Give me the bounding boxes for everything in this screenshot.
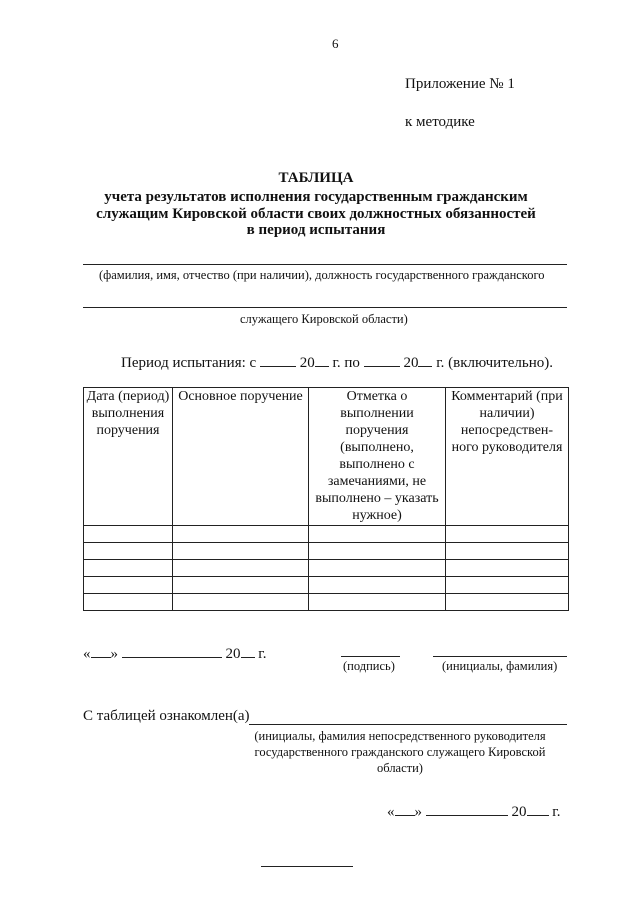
signature-caption: (подпись) bbox=[343, 659, 395, 673]
table-cell[interactable] bbox=[309, 526, 446, 543]
title-line-3: в период испытания bbox=[246, 222, 386, 238]
period-mid: г. по bbox=[332, 355, 360, 371]
final-month-blank[interactable] bbox=[426, 801, 508, 816]
final-open-quote: « bbox=[387, 804, 395, 820]
table-row bbox=[84, 526, 569, 543]
table-row bbox=[84, 594, 569, 611]
period-year-1: 20 bbox=[299, 355, 315, 371]
document-title: ТАБЛИЦА bbox=[278, 170, 354, 186]
table-cell[interactable] bbox=[446, 577, 569, 594]
acquaintance-caption: (инициалы, фамилия непосредственного руководителя государственного гражданского служащего Кировской области) bbox=[254, 729, 546, 775]
acquaintance-label: С таблицей ознакомлен(а) bbox=[83, 708, 250, 724]
footnote-separator bbox=[261, 866, 353, 867]
date-year: 20 bbox=[225, 646, 241, 662]
table-cell[interactable] bbox=[446, 594, 569, 611]
table-cell[interactable] bbox=[84, 543, 173, 560]
day-blank[interactable] bbox=[91, 643, 111, 658]
final-day-blank[interactable] bbox=[395, 801, 415, 816]
table-cell[interactable] bbox=[173, 577, 309, 594]
signature-line[interactable] bbox=[341, 656, 400, 657]
table-cell[interactable] bbox=[84, 526, 173, 543]
appendix-subtitle: к методике bbox=[405, 114, 475, 130]
period-end-blank[interactable] bbox=[364, 352, 400, 367]
table-cell[interactable] bbox=[309, 543, 446, 560]
period-year-2: 20 bbox=[403, 355, 419, 371]
table-cell[interactable] bbox=[309, 560, 446, 577]
date-close-quote: » bbox=[110, 646, 118, 662]
table-cell[interactable] bbox=[84, 560, 173, 577]
date-open-quote: « bbox=[83, 646, 91, 662]
final-year-blank[interactable] bbox=[527, 801, 549, 816]
name-caption-1: (фамилия, имя, отчество (при наличии), должность государственного гражданского bbox=[99, 268, 545, 282]
final-year-suffix: г. bbox=[552, 804, 561, 820]
table-cell[interactable] bbox=[309, 594, 446, 611]
header-date: Дата (период) выполнения поручения bbox=[84, 388, 173, 526]
table-cell[interactable] bbox=[446, 543, 569, 560]
period-year-1-blank[interactable] bbox=[315, 352, 329, 367]
final-close-quote: » bbox=[414, 804, 422, 820]
table-row bbox=[84, 543, 569, 560]
title-line-2: служащим Кировской области своих должностных обязанностей bbox=[96, 206, 536, 222]
header-assignment: Основное поручение bbox=[173, 388, 309, 526]
period-end-text: г. (включительно). bbox=[436, 355, 554, 371]
name-fill-line-1[interactable] bbox=[83, 264, 567, 265]
acquaintance-date bbox=[387, 801, 560, 821]
date-year-suffix: г. bbox=[258, 646, 267, 662]
table-cell[interactable] bbox=[173, 560, 309, 577]
table-cell[interactable] bbox=[173, 594, 309, 611]
page-number: 6 bbox=[332, 36, 339, 51]
period-year-2-blank[interactable] bbox=[418, 352, 432, 367]
header-completion-mark: Отметка о выполнении поручения (выполнено, выполнено с замечаниями, не выполнено – указать нужное) bbox=[309, 388, 446, 526]
table-row bbox=[84, 560, 569, 577]
initials-line[interactable] bbox=[433, 656, 567, 657]
final-year: 20 bbox=[511, 804, 527, 820]
table-cell[interactable] bbox=[84, 594, 173, 611]
acquaintance-line[interactable] bbox=[249, 724, 567, 725]
table-cell[interactable] bbox=[446, 560, 569, 577]
table-cell[interactable] bbox=[173, 543, 309, 560]
completion-date bbox=[83, 643, 266, 663]
name-fill-line-2[interactable] bbox=[83, 307, 567, 308]
table-row bbox=[84, 577, 569, 594]
table-header-row bbox=[84, 388, 569, 526]
results-table bbox=[83, 387, 569, 611]
month-blank[interactable] bbox=[122, 643, 222, 658]
year-blank[interactable] bbox=[241, 643, 255, 658]
period-label: Период испытания: с bbox=[121, 355, 257, 371]
initials-caption: (инициалы, фамилия) bbox=[442, 659, 558, 673]
table-cell[interactable] bbox=[84, 577, 173, 594]
table-cell[interactable] bbox=[173, 526, 309, 543]
name-caption-2: служащего Кировской области) bbox=[240, 312, 408, 326]
header-manager-comment: Комментарий (при наличии) непосредствен-ного руководителя bbox=[446, 388, 569, 526]
table-cell[interactable] bbox=[309, 577, 446, 594]
period-start-blank[interactable] bbox=[260, 352, 296, 367]
appendix-label: Приложение № 1 bbox=[405, 76, 515, 92]
title-line-1: учета результатов исполнения государственным гражданским bbox=[104, 189, 528, 205]
trial-period-line bbox=[121, 352, 553, 372]
table-cell[interactable] bbox=[446, 526, 569, 543]
